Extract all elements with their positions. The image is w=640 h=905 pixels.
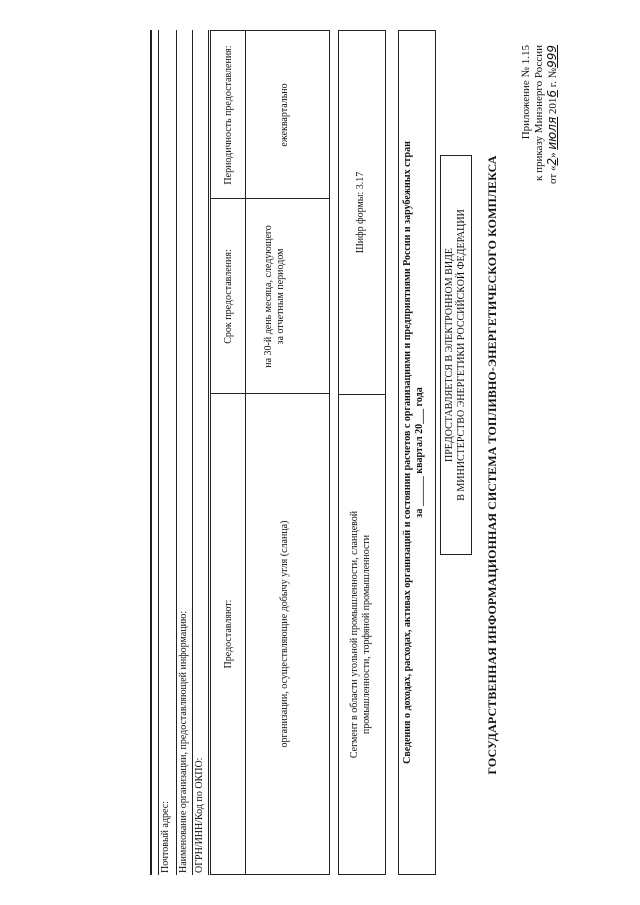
order-date-line: от «2» июля 2016 г. №999 (545, 45, 559, 184)
form-code-cell (339, 31, 385, 394)
report-title-line-1: Сведения о доходах, расходах, активах организаций и состоянии расчетов с организациями и предприятиями России и зарубежных стран (402, 141, 413, 764)
segment-line-2: промышленности, торфяной промышленности (361, 534, 372, 735)
info-top-divider (176, 30, 177, 875)
org-name-label: Наименование организации, предоставляющей информацию: (178, 610, 189, 873)
submission-box (440, 155, 472, 555)
form-code: Шифр формы: 3.17 (355, 171, 366, 254)
postal-address-label: Почтовый адрес: (160, 801, 171, 873)
segment-row (338, 30, 386, 875)
submission-line-1: ПРЕДОСТАВЛЯЕТСЯ В ЭЛЕКТРОННОМ ВИДЕ (444, 248, 455, 462)
main-title: ГОСУДАРСТВЕННАЯ ИНФОРМАЦИОННАЯ СИСТЕМА ТОПЛИВНО-ЭНЕРГЕТИЧЕСКОГО КОМПЛЕКСА (485, 155, 499, 775)
scan-edge-line (150, 30, 152, 875)
info-line-1 (192, 30, 193, 875)
handwritten-year-digit: 6 (545, 89, 559, 98)
report-title-line-2: за ______ квартал 20___ года (414, 387, 425, 518)
handwritten-day: 2 (545, 157, 559, 166)
segment-cell (339, 394, 385, 874)
periodicity-value: ежеквартально (279, 83, 290, 147)
table-header-divider (245, 31, 246, 874)
info-line-3 (158, 30, 159, 875)
providers-value: организации, осуществляющие добычу угля (сланца) (279, 520, 290, 748)
header-deadline: Срок предоставления: (223, 249, 234, 344)
info-line-2 (208, 30, 209, 875)
appendix-header (520, 45, 560, 345)
details-table (210, 30, 330, 875)
order-reference: к приказу Минэнерго России (533, 45, 545, 181)
handwritten-month: июля (545, 116, 559, 150)
report-title-box (398, 30, 436, 875)
deadline-value: на 30-й день месяца, следующего за отчетным периодом (263, 225, 286, 368)
segment-line-1: Сегмент в области угольной промышленности, сланцевой (349, 510, 360, 759)
appendix-number: Приложение № 1.15 (520, 45, 532, 140)
header-periodicity: Периодичность предоставления: (223, 45, 234, 185)
ogrn-label: ОГРН/ИНН/Код по ОКПО: (194, 757, 205, 873)
submission-line-2: В МИНИСТЕРСТВО ЭНЕРГЕТИКИ РОССИЙСКОЙ ФЕДЕРАЦИИ (456, 209, 467, 501)
header-providers: Предоставляют: (223, 599, 234, 669)
handwritten-order-number: 999 (545, 45, 559, 68)
